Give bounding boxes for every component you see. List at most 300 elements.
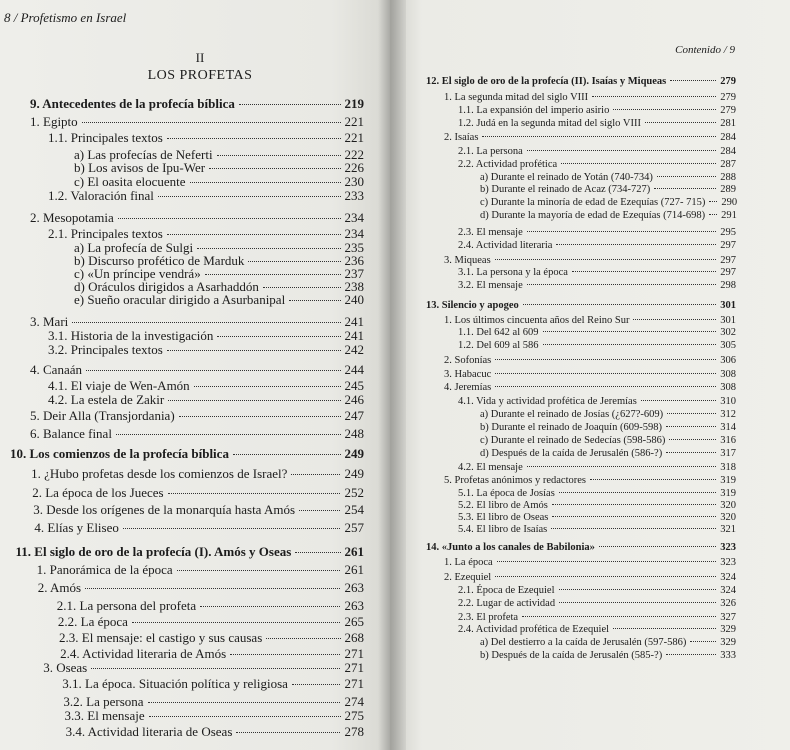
- dot-leader: [599, 546, 716, 547]
- entry-title: a) Las profecías de Neferti: [74, 147, 213, 162]
- page-number: 316: [720, 435, 736, 446]
- left-toc-entry: [62, 676, 364, 692]
- right-toc-entry: [444, 557, 736, 568]
- page-number: 252: [344, 485, 364, 500]
- entry-title: 2. Isaías: [444, 132, 479, 143]
- page-number: 290: [721, 197, 738, 208]
- page-number: 245: [344, 378, 364, 393]
- right-toc-entry: [458, 327, 736, 338]
- dot-leader: [239, 104, 341, 105]
- dot-leader: [527, 150, 717, 151]
- entry-title: 5. Profetas anónimos y redactores: [444, 475, 587, 486]
- dot-leader: [194, 386, 341, 387]
- dot-leader: [167, 234, 341, 235]
- dot-leader: [666, 452, 716, 453]
- page-number: 271: [344, 646, 364, 661]
- page-number: 306: [720, 355, 736, 366]
- dot-leader: [654, 188, 716, 189]
- page-number: 327: [720, 612, 736, 623]
- page-number: 308: [720, 382, 736, 393]
- right-toc-entry: [444, 475, 736, 486]
- page-number: 257: [344, 520, 364, 535]
- page-number: 234: [344, 210, 364, 225]
- entry-title: b) Discurso profético de Marduk: [74, 253, 245, 268]
- dot-leader: [289, 300, 340, 301]
- entry-title: 2.1. La persona del profeta: [56, 598, 197, 613]
- dot-leader: [543, 331, 717, 332]
- entry-title: 12. El siglo de oro de la profecía (II). Isaías y Miqueas: [426, 76, 667, 87]
- dot-leader: [179, 416, 341, 417]
- dot-leader: [123, 528, 341, 529]
- dot-leader: [158, 196, 341, 197]
- dot-leader: [482, 136, 716, 137]
- dot-leader: [116, 434, 341, 435]
- dot-leader: [556, 244, 716, 245]
- right-toc-entry: [458, 396, 736, 407]
- dot-leader: [670, 80, 716, 81]
- page-number: 289: [720, 184, 736, 195]
- entry-title: 2.2. Actividad profética: [458, 159, 558, 170]
- dot-leader: [527, 284, 717, 285]
- right-page: [390, 0, 790, 750]
- entry-title: 2.4. Actividad literaria: [458, 240, 553, 251]
- entry-title: 3. Habacuc: [444, 369, 492, 380]
- page-number: 318: [720, 462, 736, 473]
- dot-leader: [233, 454, 341, 455]
- left-toc-entry: [30, 362, 364, 378]
- section-numeral: II: [195, 50, 205, 65]
- page-number: 298: [720, 280, 736, 291]
- dot-leader: [495, 576, 716, 577]
- page-number: 320: [720, 512, 736, 523]
- dot-leader: [190, 182, 341, 183]
- page-number: 242: [344, 342, 364, 357]
- entry-title: 11. El siglo de oro de la profecía (I). Amós y Oseas: [15, 544, 292, 559]
- left-chapter-entry: [16, 544, 365, 560]
- page-number: 221: [344, 130, 364, 145]
- dot-leader: [167, 350, 341, 351]
- entry-title: 4.2. El mensaje: [458, 462, 523, 473]
- right-toc-entry: [480, 637, 736, 648]
- dot-leader: [168, 493, 341, 494]
- entry-title: c) «Un príncipe vendrá»: [74, 266, 201, 281]
- entry-title: 1. Panorámica de la época: [36, 562, 173, 577]
- entry-title: 1. Egipto: [30, 114, 78, 129]
- entry-title: 5.4. El libro de Isaías: [458, 524, 548, 535]
- page-number: 271: [344, 660, 364, 675]
- entry-title: c) Durante el reinado de Sedecías (598-586): [480, 435, 666, 446]
- entry-title: 4. Jeremías: [444, 382, 492, 393]
- right-toc-entry: [458, 240, 736, 251]
- page-number: 234: [344, 226, 364, 241]
- page-number: 317: [720, 448, 736, 459]
- entry-title: 1.2. Valoración final: [48, 188, 154, 203]
- dot-leader: [669, 439, 716, 440]
- dot-leader: [497, 561, 717, 562]
- page-number: 297: [720, 240, 736, 251]
- entry-title: 5. Deir Alla (Transjordania): [30, 408, 175, 423]
- right-toc-entry: [458, 624, 736, 635]
- page-number: 247: [344, 408, 364, 423]
- dot-leader: [645, 122, 716, 123]
- entry-title: d) Después de la caída de Jerusalén (586-?): [480, 448, 663, 459]
- page-number: 249: [344, 446, 364, 461]
- page-number: 284: [720, 146, 736, 157]
- page-number: 312: [720, 409, 736, 420]
- right-toc-entry: [480, 184, 736, 195]
- right-toc-entry: [458, 159, 736, 170]
- entry-title: 13. Silencio y apogeo: [426, 300, 519, 311]
- entry-title: 2. Sofonías: [444, 355, 492, 366]
- dot-leader: [266, 638, 340, 639]
- left-toc-entry: [34, 520, 364, 536]
- page-number: 323: [720, 542, 736, 553]
- left-toc-entry: [30, 114, 364, 130]
- page-number: 271: [344, 676, 364, 691]
- entry-title: 10. Los comienzos de la profecía bíblica: [10, 446, 229, 461]
- entry-title: d) Durante la mayoría de edad de Ezequías (714-698): [480, 210, 706, 221]
- page-number: 279: [720, 105, 736, 116]
- page-number: 265: [344, 614, 364, 629]
- left-toc-entry: [48, 342, 364, 358]
- entry-title: 3.2. La persona: [63, 694, 144, 709]
- dot-leader: [709, 201, 717, 202]
- entry-title: 3.1. Historia de la investigación: [48, 328, 214, 343]
- entry-title: 1.1. La expansión del imperio asirio: [458, 105, 610, 116]
- dot-leader: [561, 163, 716, 164]
- entry-title: 4. Elías y Eliseo: [34, 520, 119, 535]
- page-number: 263: [344, 598, 364, 613]
- right-toc-entry: [458, 340, 736, 351]
- page-number: 301: [720, 315, 736, 326]
- page-number: 237: [344, 266, 364, 281]
- dot-leader: [592, 96, 716, 97]
- entry-title: 4.1. Vida y actividad profética de Jeremías: [458, 396, 637, 407]
- right-toc-entry: [458, 500, 736, 511]
- left-toc-entry: [43, 660, 364, 676]
- dot-leader: [217, 155, 341, 156]
- right-toc-entry: [458, 524, 736, 535]
- entry-title: 1. Los últimos cincuenta años del Reino Sur: [444, 315, 630, 326]
- entry-title: 1.1. Del 642 al 609: [458, 327, 539, 338]
- dot-leader: [292, 684, 341, 685]
- page-number: 230: [344, 174, 364, 189]
- left-toc-entry: [30, 408, 364, 424]
- dot-leader: [527, 231, 717, 232]
- dot-leader: [209, 168, 340, 169]
- page-number: 263: [344, 580, 364, 595]
- dot-leader: [200, 606, 340, 607]
- left-toc-entry: [31, 466, 364, 482]
- page-number: 281: [720, 118, 736, 129]
- entry-title: 2.1. La persona: [458, 146, 523, 157]
- right-toc-entry: [458, 280, 736, 291]
- right-chapter-entry: [426, 542, 736, 553]
- right-toc-entry: [458, 512, 736, 523]
- right-toc-entry: [458, 267, 736, 278]
- page-number: 302: [720, 327, 736, 338]
- entry-title: 1.1. Principales textos: [48, 130, 163, 145]
- page-number: 301: [720, 300, 736, 311]
- dot-leader: [167, 138, 341, 139]
- entry-title: 1.2. Del 609 al 586: [458, 340, 539, 351]
- dot-leader: [667, 413, 716, 414]
- entry-title: a) Durante el reinado de Josías (¿627?-609): [480, 409, 664, 420]
- left-toc-entry: [48, 188, 364, 204]
- entry-title: e) Sueño oracular dirigido a Asurbanipal: [74, 292, 286, 307]
- right-toc-entry: [458, 585, 736, 596]
- dot-leader: [666, 426, 716, 427]
- page-number: 329: [720, 624, 736, 635]
- dot-leader: [295, 552, 340, 553]
- entry-title: b) Después de la caída de Jerusalén (585-?): [480, 650, 663, 661]
- page-number: 308: [720, 369, 736, 380]
- page-number: 323: [720, 557, 736, 568]
- dot-leader: [590, 479, 716, 480]
- entry-title: a) La profecía de Sulgi: [74, 240, 194, 255]
- right-toc-entry: [444, 92, 736, 103]
- section-title: LOS PROFETAS: [147, 68, 253, 83]
- entry-title: c) El oasita elocuente: [74, 174, 186, 189]
- right-toc-entry: [444, 572, 736, 583]
- right-toc-entry: [444, 369, 736, 380]
- right-toc-entry: [480, 435, 736, 446]
- dot-leader: [522, 616, 716, 617]
- entry-title: 5.2. El libro de Amós: [458, 500, 548, 511]
- page-number: 288: [720, 172, 736, 183]
- page-number: 284: [720, 132, 736, 143]
- dot-leader: [559, 492, 716, 493]
- left-toc-entry: [59, 630, 364, 646]
- dot-leader: [559, 589, 717, 590]
- page-number: 324: [720, 585, 736, 596]
- entry-title: a) Del destierro a la caída de Jerusalén (597-586): [480, 637, 687, 648]
- entry-title: 3.2. El mensaje: [458, 280, 523, 291]
- right-toc-entry: [444, 315, 736, 326]
- page-number: 226: [344, 160, 364, 175]
- page-number: 221: [344, 114, 364, 129]
- page-number: 249: [344, 466, 364, 481]
- right-toc-entry: [480, 197, 736, 208]
- page-number: 235: [344, 240, 364, 255]
- page-number: 222: [344, 147, 364, 162]
- entry-title: 5.3. El libro de Oseas: [458, 512, 549, 523]
- entry-title: 9. Antecedentes de la profecía bíblica: [30, 96, 235, 111]
- right-chapter-entry: [426, 76, 736, 87]
- page-number: 319: [720, 475, 736, 486]
- left-toc-entry: [30, 426, 364, 442]
- page-number: 275: [344, 708, 364, 723]
- page-number: 329: [720, 637, 736, 648]
- dot-leader: [197, 248, 340, 249]
- page-number: 261: [344, 544, 364, 559]
- page-number: 324: [720, 572, 736, 583]
- dot-leader: [86, 370, 341, 371]
- page-number: 297: [720, 255, 736, 266]
- left-toc-entry: [38, 580, 364, 596]
- entry-title: 3.1. La época. Situación política y religiosa: [62, 676, 288, 691]
- page-number: 241: [344, 328, 364, 343]
- entry-title: 3. Mari: [30, 314, 69, 329]
- dot-leader: [552, 504, 716, 505]
- left-toc-entry: [74, 292, 364, 308]
- dot-leader: [263, 287, 341, 288]
- dot-leader: [168, 400, 340, 401]
- page-number: 248: [344, 426, 364, 441]
- left-chapter-entry: [30, 96, 364, 112]
- entry-title: 1. ¿Hubo profetas desde los comienzos de Israel?: [31, 466, 288, 481]
- right-toc-entry: [458, 612, 736, 623]
- entry-title: 3.3. El mensaje: [64, 708, 145, 723]
- left-toc-entry: [58, 614, 364, 630]
- entry-title: 5.1. La época de Josías: [458, 488, 555, 499]
- dot-leader: [613, 628, 716, 629]
- right-toc-entry: [480, 650, 736, 661]
- dot-leader: [633, 319, 716, 320]
- dot-leader: [613, 109, 716, 110]
- dot-leader: [495, 259, 717, 260]
- entry-title: 2.2. Lugar de actividad: [458, 598, 556, 609]
- book-gutter-shadow: [378, 0, 406, 750]
- entry-title: 2.3. El mensaje: [458, 227, 523, 238]
- left-toc-entry: [48, 130, 364, 146]
- right-toc-entry: [458, 146, 736, 157]
- page-number: 287: [720, 159, 736, 170]
- page-number: 274: [344, 694, 364, 709]
- entry-title: 14. «Junto a los canales de Babilonia»: [426, 542, 595, 553]
- right-toc-entry: [480, 422, 736, 433]
- page-number: 246: [344, 392, 364, 407]
- dot-leader: [248, 261, 340, 262]
- dot-leader: [572, 271, 716, 272]
- page-number: 291: [721, 210, 737, 221]
- page-number: 236: [344, 253, 364, 268]
- dot-leader: [523, 304, 716, 305]
- right-toc-entry: [480, 409, 736, 420]
- page-number: 279: [720, 76, 736, 87]
- entry-title: 1.2. Judá en la segunda mitad del siglo VIII: [458, 118, 641, 129]
- right-toc-entry: [480, 172, 736, 183]
- right-toc-entry: [444, 355, 736, 366]
- entry-title: 3.2. Principales textos: [48, 342, 163, 357]
- dot-leader: [291, 474, 340, 475]
- entry-title: 2. Mesopotamia: [30, 210, 114, 225]
- page-number: 241: [344, 314, 364, 329]
- page-number: 297: [720, 267, 736, 278]
- right-running-header: Contenido / 9: [675, 44, 735, 56]
- right-toc-entry: [458, 488, 736, 499]
- dot-leader: [177, 570, 341, 571]
- dot-leader: [551, 528, 716, 529]
- right-toc-entry: [458, 105, 736, 116]
- dot-leader: [85, 588, 340, 589]
- dot-leader: [217, 336, 340, 337]
- left-toc-entry: [57, 598, 364, 614]
- left-toc-entry: [33, 502, 364, 518]
- right-toc-entry: [444, 132, 736, 143]
- page-number: 319: [720, 488, 736, 499]
- dot-leader: [690, 641, 716, 642]
- page-number: 278: [344, 724, 364, 739]
- entry-title: 3.1. La persona y la época: [458, 267, 568, 278]
- page-number: 314: [720, 422, 736, 433]
- page-number: 295: [720, 227, 736, 238]
- entry-title: b) Los avisos de Ipu-Wer: [74, 160, 206, 175]
- entry-title: 2. Ezequiel: [444, 572, 492, 583]
- dot-leader: [230, 654, 340, 655]
- entry-title: 2.3. El profeta: [458, 612, 519, 623]
- entry-title: 3.4. Actividad literaria de Oseas: [65, 724, 233, 739]
- right-toc-entry: [444, 382, 736, 393]
- dot-leader: [72, 322, 340, 323]
- right-toc-entry: [458, 462, 736, 473]
- entry-title: 4. Canaán: [30, 362, 82, 377]
- page-number: 279: [720, 92, 736, 103]
- dot-leader: [118, 218, 341, 219]
- page-number: 261: [344, 562, 364, 577]
- entry-title: 2.4. Actividad profética de Ezequiel: [458, 624, 610, 635]
- dot-leader: [149, 716, 341, 717]
- page-number: 321: [720, 524, 736, 535]
- entry-title: b) Durante el reinado de Joaquín (609-598): [480, 422, 662, 433]
- left-toc-entry: [32, 485, 364, 501]
- page-number: 244: [344, 362, 364, 377]
- left-running-header: 8 / Profetismo en Israel: [4, 10, 127, 25]
- entry-title: 3. Desde los orígenes de la monarquía hasta Amós: [33, 502, 296, 517]
- entry-title: d) Oráculos dirigidos a Asarhaddón: [74, 279, 259, 294]
- right-chapter-entry: [426, 300, 736, 311]
- dot-leader: [495, 386, 716, 387]
- entry-title: 2.1. Época de Ezequiel: [458, 585, 555, 596]
- page-number: 233: [344, 188, 364, 203]
- entry-title: 2.2. La época: [57, 614, 128, 629]
- page-number: 305: [720, 340, 736, 351]
- entry-title: 3. Oseas: [43, 660, 88, 675]
- entry-title: 1. La segunda mitad del siglo VIII: [444, 92, 589, 103]
- page-number: 326: [720, 598, 736, 609]
- dot-leader: [495, 359, 716, 360]
- page-number: 254: [344, 502, 364, 517]
- page-number: 320: [720, 500, 736, 511]
- right-toc-entry: [458, 227, 736, 238]
- entry-title: b) Durante el reinado de Acaz (734-727): [480, 184, 651, 195]
- page-number: 238: [344, 279, 364, 294]
- entry-title: 4.1. El viaje de Wen-Amón: [48, 378, 190, 393]
- page-number: 219: [344, 96, 364, 111]
- page-number: 240: [344, 292, 364, 307]
- dot-leader: [495, 373, 716, 374]
- entry-title: 2. Amós: [37, 580, 82, 595]
- page-number: 333: [720, 650, 736, 661]
- left-page: [0, 0, 390, 750]
- entry-title: 2.4. Actividad literaria de Amós: [60, 646, 227, 661]
- entry-title: 1. La época: [444, 557, 493, 568]
- dot-leader: [543, 344, 717, 345]
- left-chapter-entry: [10, 446, 364, 462]
- dot-leader: [299, 510, 340, 511]
- left-toc-entry: [65, 708, 365, 724]
- dot-leader: [657, 176, 716, 177]
- left-toc-entry: [48, 392, 364, 408]
- entry-title: 2.3. El mensaje: el castigo y sus causas: [59, 630, 263, 645]
- dot-leader: [641, 400, 716, 401]
- entry-title: 2.1. Principales textos: [48, 226, 163, 241]
- right-toc-entry: [480, 210, 736, 221]
- entry-title: a) Durante el reinado de Yotán (740-734): [480, 172, 653, 183]
- left-toc-entry: [30, 210, 364, 226]
- entry-title: 3. Miqueas: [444, 255, 491, 266]
- dot-leader: [709, 214, 717, 215]
